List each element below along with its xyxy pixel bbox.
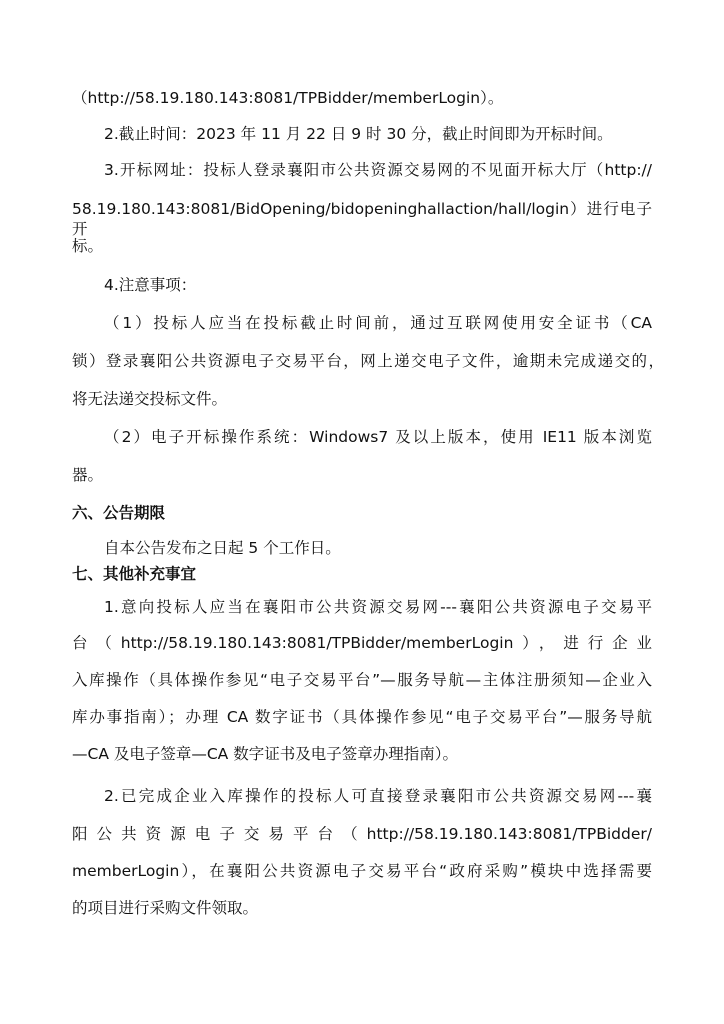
text-line: 58.19.180.143:8081/BidOpening/bidopeninghallaction/hall/login）进行电子开 [72, 200, 652, 238]
text-line: 2.截止时间：2023 年 11 月 22 日 9 时 30 分，截止时间即为开标时间。 [104, 125, 613, 143]
text-line: 入库操作（具体操作参见“电子交易平台”—服务导航—主体注册须知—企业入 [72, 671, 652, 689]
text-line: （1）投标人应当在投标截止时间前，通过互联网使用安全证书（CA [104, 314, 652, 332]
text-line: （http://58.19.180.143:8081/TPBidder/memberLogin）。 [72, 89, 504, 107]
text-line: 2.已完成企业入库操作的投标人可直接登录襄阳市公共资源交易网---襄 [104, 787, 652, 805]
text-line: memberLogin），在襄阳公共资源电子交易平台“政府采购”模块中选择需要 [72, 862, 652, 880]
text-line: —CA 及电子签章—CA 数字证书及电子签章办理指南）。 [72, 745, 458, 763]
text-line: 将无法递交投标文件。 [72, 390, 228, 408]
section-heading-7: 七、其他补充事宜 [72, 565, 197, 583]
text-line: 3.开标网址：投标人登录襄阳市公共资源交易网的不见面开标大厅（http:// [104, 161, 652, 179]
text-line: 的项目进行采购文件领取。 [72, 899, 259, 917]
text-line: 4.注意事项： [104, 276, 197, 294]
text-line: 锁）登录襄阳公共资源电子交易平台，网上递交电子文件，逾期未完成递交的， [72, 352, 664, 370]
text-line: （2）电子开标操作系统：Windows7 及以上版本，使用 IE11 版本浏览 [104, 428, 652, 446]
text-line: 标。 [72, 237, 104, 255]
text-line: 库办事指南）；办理 CA 数字证书（具体操作参见“电子交易平台”—服务导航 [72, 708, 652, 726]
text-line: 自本公告发布之日起 5 个工作日。 [104, 539, 341, 557]
text-line: 器。 [72, 466, 104, 484]
text-line: 1.意向投标人应当在襄阳市公共资源交易网---襄阳公共资源电子交易平 [104, 598, 652, 616]
text-line: 台（http://58.19.180.143:8081/TPBidder/memberLogin），进行企业 [72, 634, 652, 652]
text-line: 阳 公 共 资 源 电 子 交 易 平 台 （ http://58.19.180.143:8081/TPBidder/ [72, 825, 652, 843]
section-heading-6: 六、公告期限 [72, 504, 166, 522]
